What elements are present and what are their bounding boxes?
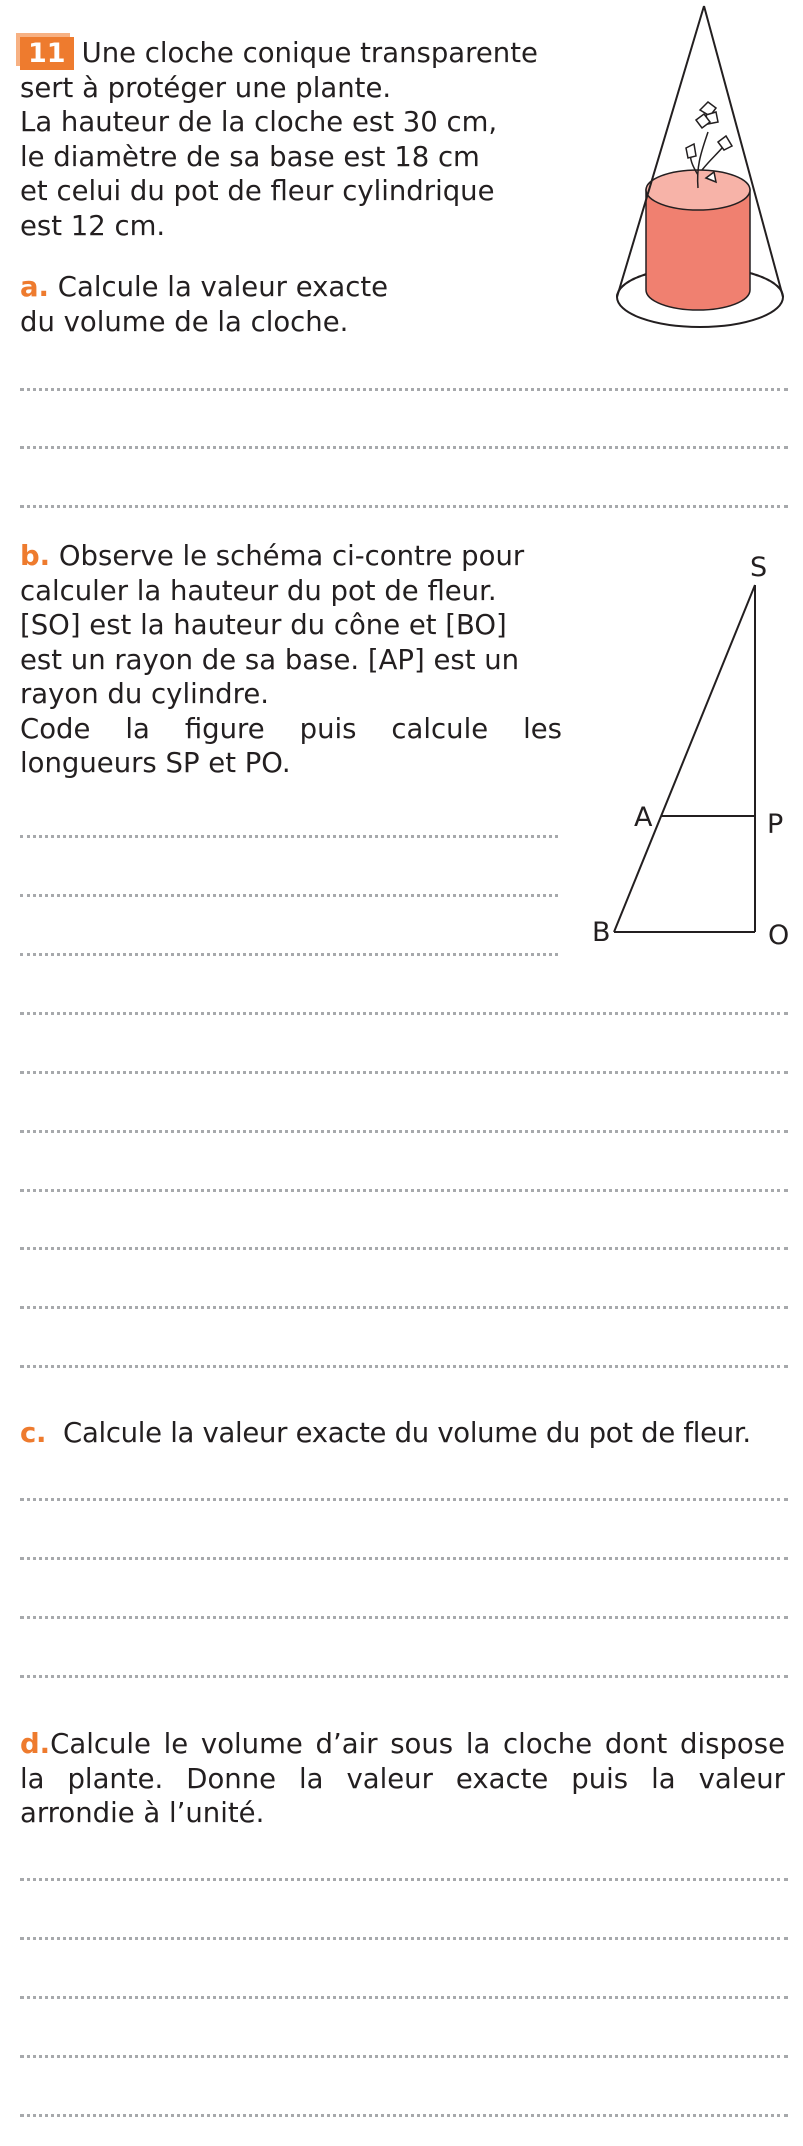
part-c-text: Calcule la valeur exacte du volume du pot de fleur. (63, 1417, 751, 1449)
part-b-line: Code la figure puis calcule les (20, 712, 562, 745)
answer-line[interactable] (20, 1616, 788, 1619)
answer-line[interactable] (20, 505, 788, 508)
answer-line[interactable] (20, 1365, 788, 1368)
label-O: O (768, 920, 790, 951)
answer-line[interactable] (20, 894, 558, 897)
part-b-line: rayon du cylindre. (20, 678, 269, 710)
intro-line: et celui du pot de fleur cylindrique (20, 175, 495, 207)
part-c-letter: c. (20, 1417, 47, 1449)
label-S: S (750, 552, 768, 583)
answer-line[interactable] (20, 835, 558, 838)
exercise-number-badge: 11 (20, 37, 74, 70)
answer-line[interactable] (20, 1306, 788, 1309)
answer-line[interactable] (20, 1189, 788, 1192)
part-b-line: [SO] est la hauteur du cône et [BO] (20, 609, 507, 641)
part-a-line: Calcule la valeur exacte (57, 271, 389, 303)
exercise-intro (20, 36, 600, 243)
part-b-question (20, 539, 562, 781)
answer-line[interactable] (20, 1071, 788, 1074)
answer-line[interactable] (20, 1996, 788, 1999)
part-d-text: Calcule le volume d’air sous la cloche dont dispose la plante. Donne la valeur exacte puis la valeur arrondie à l’unité. (20, 1728, 785, 1829)
cloche-illustration (610, 0, 803, 340)
part-c-question (20, 1416, 800, 1451)
answer-line[interactable] (20, 1012, 788, 1015)
answer-line[interactable] (20, 1557, 788, 1560)
part-d-letter: d. (20, 1728, 51, 1760)
intro-line: sert à protéger une plante. (20, 71, 392, 104)
cone-cross-section-figure (590, 540, 790, 960)
answer-line[interactable] (20, 2114, 788, 2117)
part-b-line: est un rayon de sa base. [AP] est un (20, 643, 520, 676)
part-b-line: Observe le schéma ci-contre pour (58, 540, 525, 572)
answer-line[interactable] (20, 1878, 788, 1881)
label-A: A (634, 802, 653, 833)
part-a-letter: a. (20, 271, 50, 303)
answer-line[interactable] (20, 953, 558, 956)
part-a-question (20, 270, 580, 339)
intro-line: Une cloche conique transparente (81, 37, 538, 69)
answer-line[interactable] (20, 388, 788, 391)
answer-line[interactable] (20, 1130, 788, 1133)
answer-line[interactable] (20, 1247, 788, 1250)
answer-line[interactable] (20, 1937, 788, 1940)
part-b-line: calculer la hauteur du pot de fleur. (20, 574, 497, 607)
answer-line[interactable] (20, 446, 788, 449)
answer-line[interactable] (20, 1498, 788, 1501)
answer-line[interactable] (20, 2055, 788, 2058)
intro-line: le diamètre de sa base est 18 cm (20, 140, 480, 173)
label-P: P (767, 809, 784, 840)
part-a-line: du volume de la cloche. (20, 305, 349, 338)
segment-SB (614, 585, 755, 932)
part-b-line: longueurs SP et PO. (20, 747, 291, 779)
intro-line: est 12 cm. (20, 209, 166, 242)
intro-line: La hauteur de la cloche est 30 cm, (20, 106, 498, 138)
part-d-question (20, 1727, 785, 1831)
part-b-letter: b. (20, 540, 51, 572)
answer-line[interactable] (20, 1675, 788, 1678)
label-B: B (592, 917, 611, 948)
